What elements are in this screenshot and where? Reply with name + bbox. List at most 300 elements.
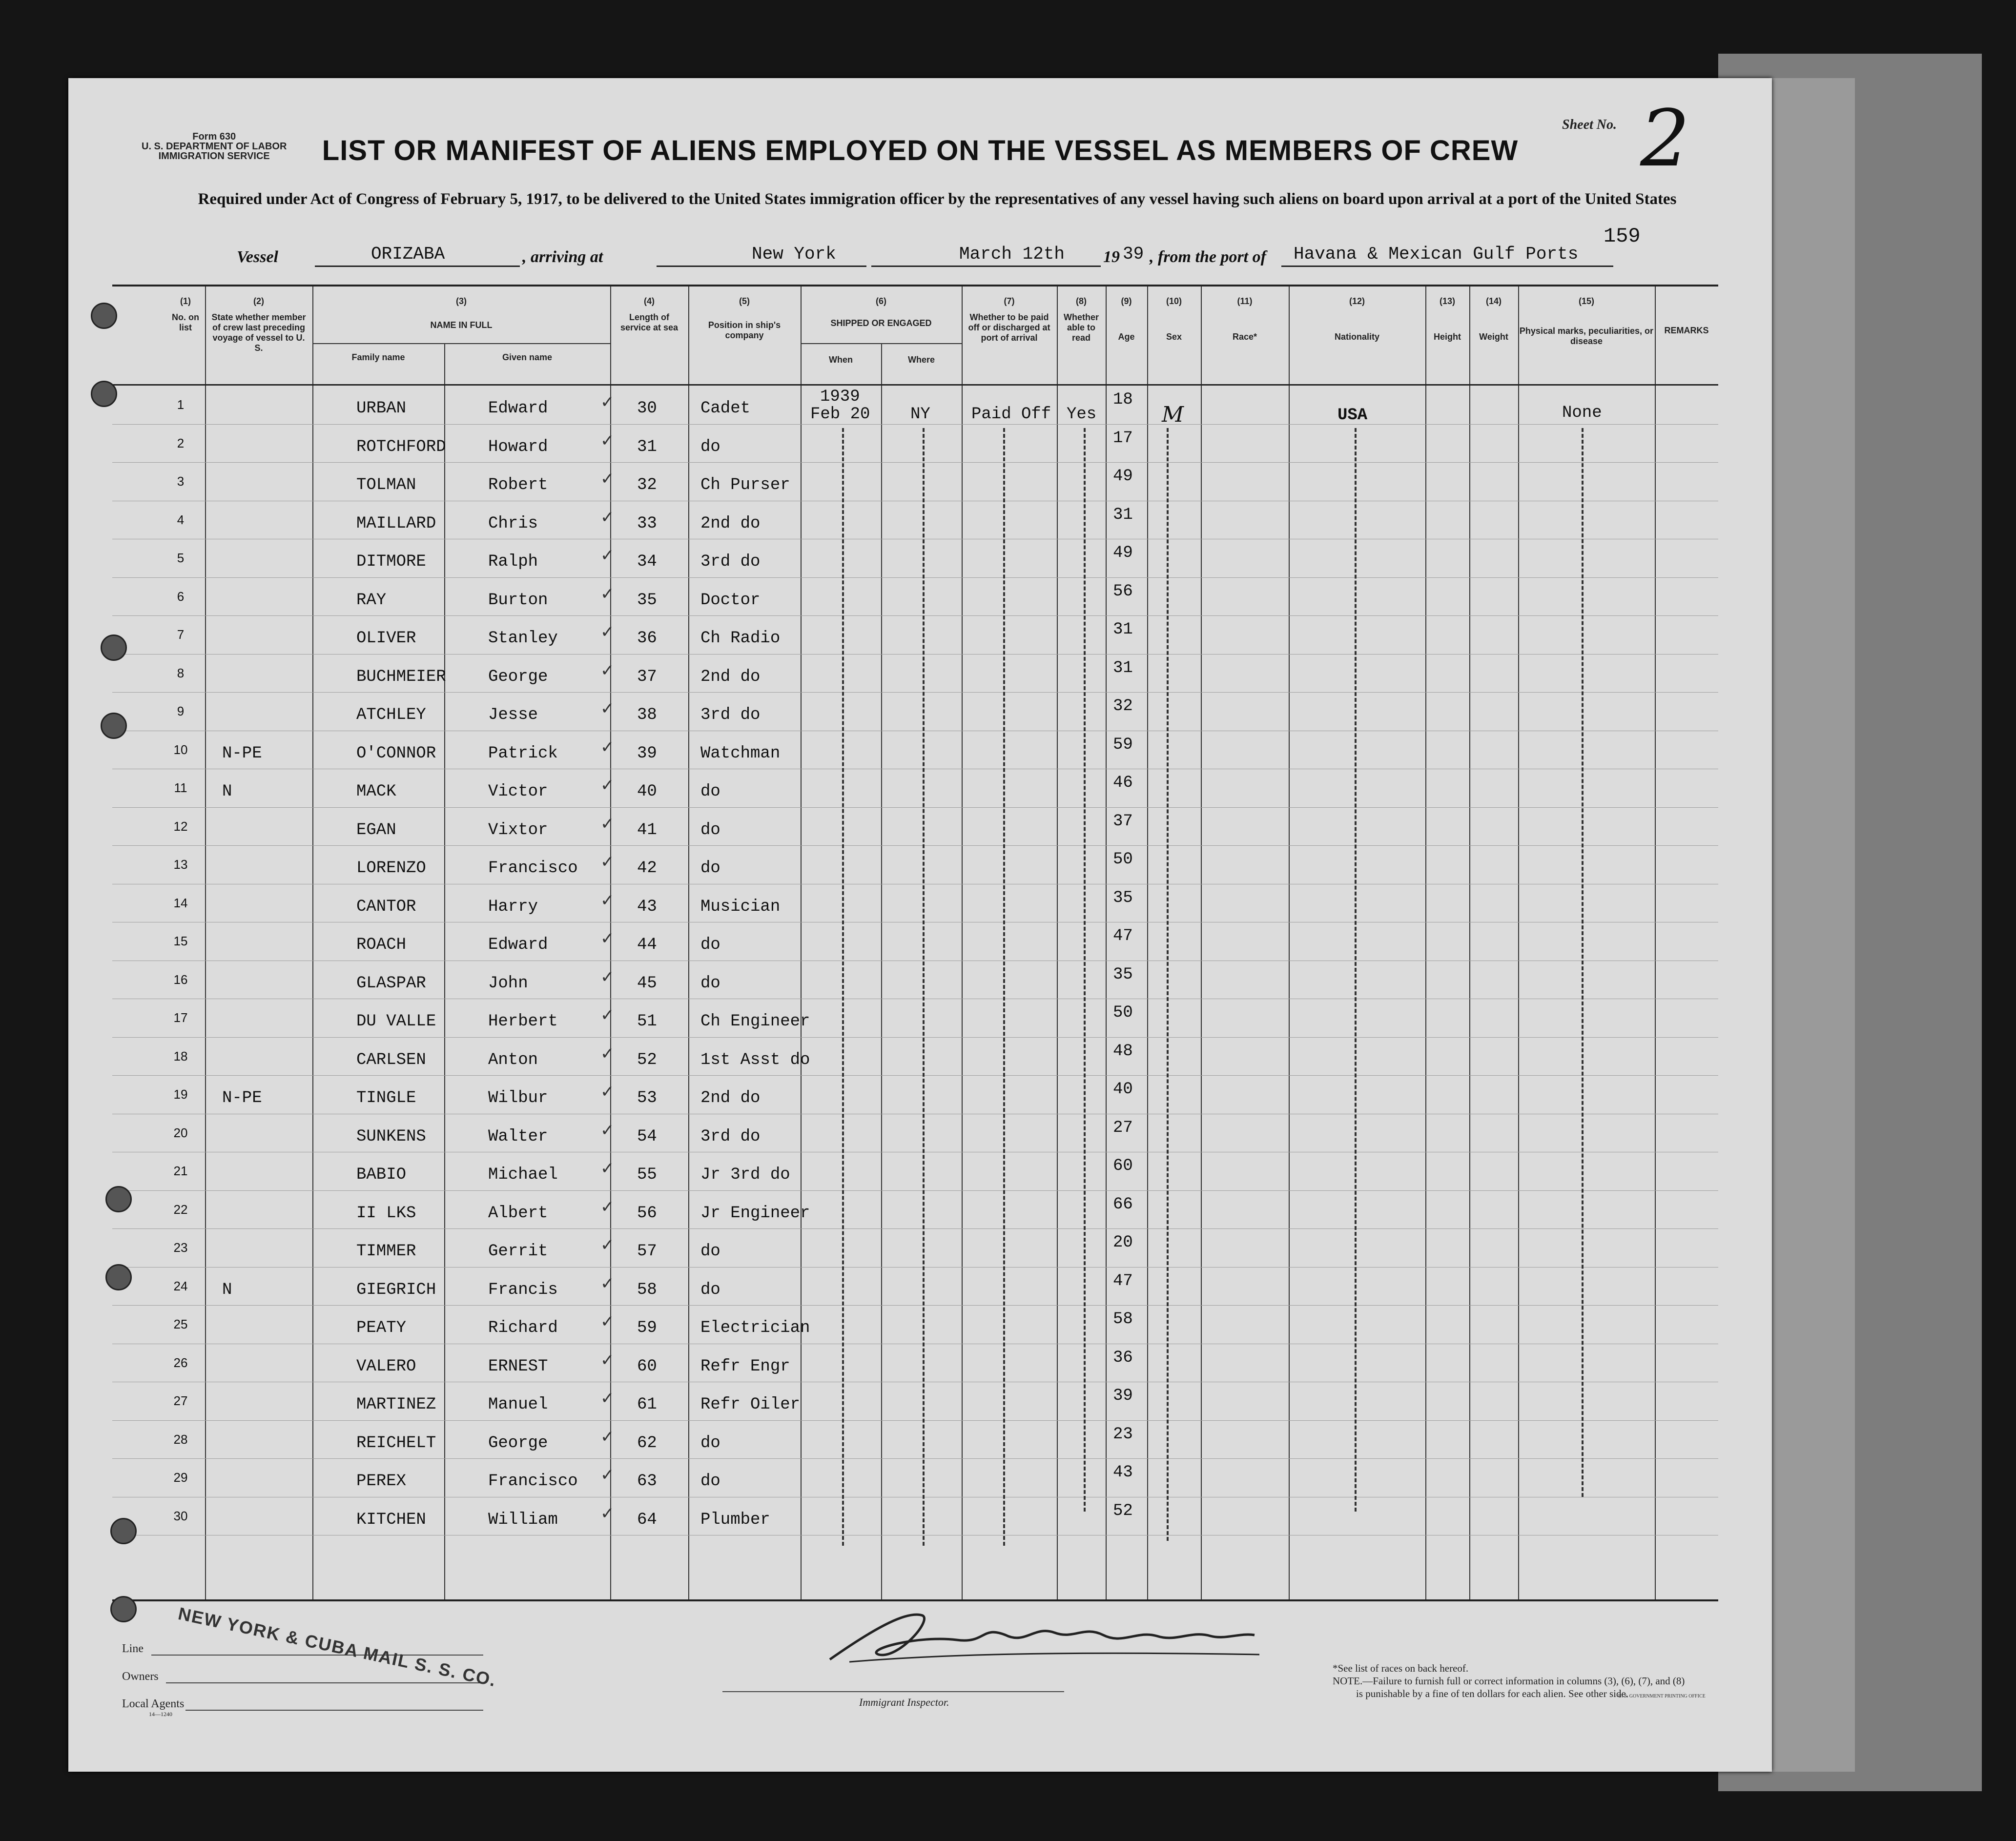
binder-hole [101, 634, 127, 661]
checkmark-icon: ✓ [600, 776, 615, 795]
arriving-port: New York [752, 244, 836, 264]
age: 58 [1113, 1310, 1133, 1329]
row-number: 2 [177, 435, 185, 450]
family-name: MACK [356, 782, 396, 801]
given-name: Herbert [488, 1012, 558, 1031]
position: do [700, 859, 720, 878]
age: 37 [1113, 812, 1133, 831]
position: do [700, 782, 720, 801]
position: Musician [700, 897, 781, 916]
given-name: William [488, 1510, 558, 1529]
given-name: Harry [488, 897, 538, 916]
row-number: 10 [173, 742, 188, 757]
col-name-number: (3) [456, 296, 467, 306]
checkmark-icon: ✓ [600, 1197, 615, 1217]
note-2: is punishable by a fine of ten dollars for each alien. See other side. [1356, 1688, 1629, 1699]
given-name: Manuel [488, 1395, 548, 1414]
printing-office: U. S. GOVERNMENT PRINTING OFFICE [1618, 1694, 1706, 1699]
col-weight-header: Weight [1479, 332, 1508, 342]
col-shipped-number: (6) [876, 296, 886, 306]
col-position-header: Position in ship's company [708, 320, 781, 340]
age: 36 [1113, 1348, 1133, 1367]
service-length: 62 [637, 1433, 657, 1452]
table-row [112, 1114, 1718, 1152]
col-state-number: (2) [253, 296, 264, 306]
checkmark-icon: ✓ [600, 1427, 615, 1447]
table-row [112, 615, 1718, 654]
family-name: BUCHMEIER [356, 667, 446, 686]
service-length: 42 [637, 859, 657, 878]
service-length: 64 [637, 1510, 657, 1529]
form-number: Form 630 U. S. DEPARTMENT OF LABOR IMMIGRATION SERVICE [142, 131, 287, 162]
vessel-label: Vessel [237, 248, 278, 266]
col-age-number: (9) [1121, 296, 1132, 306]
age: 59 [1113, 735, 1133, 754]
given-name: Anton [488, 1050, 538, 1069]
position: Ch Engineer [700, 1012, 810, 1031]
given-name: Robert [488, 476, 548, 494]
vessel-name: ORIZABA [371, 244, 445, 264]
service-length: 56 [637, 1204, 657, 1223]
checkmark-icon: ✓ [600, 1043, 615, 1064]
row-number: 24 [173, 1278, 188, 1293]
family-name: MAILLARD [356, 514, 436, 533]
service-length: 43 [637, 897, 657, 916]
row-number: 25 [173, 1317, 188, 1331]
col-position-number: (5) [739, 296, 750, 306]
row-number: 19 [173, 1087, 188, 1102]
service-length: 38 [637, 706, 657, 724]
age: 17 [1113, 429, 1133, 448]
service-length: 45 [637, 974, 657, 993]
family-name: PEATY [356, 1319, 407, 1337]
row-number: 29 [173, 1470, 188, 1485]
checkmark-icon: ✓ [600, 699, 615, 718]
col-family-header: Family name [351, 352, 405, 362]
checkmark-icon: ✓ [600, 1312, 615, 1331]
from-label: , from the port of [1150, 248, 1266, 266]
checkmark-icon: ✓ [600, 392, 615, 412]
given-name: Richard [488, 1319, 558, 1337]
family-name: TIMMER [356, 1242, 416, 1261]
given-name: George [488, 1433, 548, 1452]
family-name: EGAN [356, 820, 396, 839]
sex: M [1162, 402, 1184, 427]
age: 50 [1113, 1003, 1133, 1022]
table-row [112, 1190, 1718, 1229]
page-number: 159 [1604, 225, 1641, 248]
given-name: Edward [488, 399, 548, 418]
note-1: NOTE.—Failure to furnish full or correct information in columns (3), (6), (7), and (8) [1333, 1675, 1685, 1687]
family-name: DITMORE [356, 552, 426, 571]
age: 47 [1113, 1271, 1133, 1290]
given-name: Jesse [488, 706, 538, 724]
table-row [112, 1344, 1718, 1382]
service-length: 33 [637, 514, 657, 533]
service-length: 58 [637, 1280, 657, 1299]
row-number: 15 [173, 934, 188, 948]
table-row [112, 692, 1718, 731]
checkmark-icon: ✓ [600, 1503, 615, 1523]
row-number: 5 [177, 551, 185, 565]
family-name: SUNKENS [356, 1127, 426, 1146]
service-length: 51 [637, 1012, 657, 1031]
service-length: 57 [637, 1242, 657, 1261]
checkmark-icon: ✓ [600, 814, 615, 834]
age: 56 [1113, 582, 1133, 601]
row-number: 16 [173, 972, 188, 987]
row-number: 30 [173, 1508, 188, 1523]
family-name: URBAN [356, 399, 407, 418]
row-number: 4 [177, 512, 185, 527]
age: 32 [1113, 697, 1133, 716]
col-no-header: No. on list [172, 312, 199, 332]
table-row [112, 1497, 1718, 1535]
col-height-header: Height [1434, 332, 1461, 342]
age: 18 [1113, 390, 1133, 409]
row-number: 26 [173, 1355, 188, 1370]
family-name: GLASPAR [356, 974, 426, 993]
position: Doctor [700, 591, 761, 610]
ditto-line-read [1084, 428, 1086, 1512]
col-state-header: State whether member of crew last preceding voyage of vessel to U. S. [211, 312, 306, 353]
row-number: 18 [173, 1048, 188, 1064]
position: do [700, 1472, 720, 1491]
given-name: Victor [488, 782, 548, 801]
col-read-number: (8) [1076, 296, 1087, 306]
col-when-header: When [829, 355, 853, 365]
row-number: 27 [173, 1393, 188, 1408]
position: Cadet [700, 399, 751, 418]
binder-hole [91, 303, 117, 329]
col-service-header: Length of service at sea [620, 312, 679, 332]
given-name: Gerrit [488, 1242, 548, 1261]
agents-code: 14—1240 [149, 1711, 172, 1718]
col-weight-number: (14) [1485, 296, 1502, 306]
row-number: 22 [173, 1202, 188, 1217]
family-name: TINGLE [356, 1089, 416, 1107]
position: 3rd do [700, 1127, 761, 1146]
position: do [700, 1433, 720, 1452]
row-number: 23 [173, 1240, 188, 1255]
table-row [112, 884, 1718, 922]
position: Electrician [700, 1319, 810, 1337]
age: 43 [1113, 1463, 1133, 1482]
position: do [700, 820, 720, 839]
age: 40 [1113, 1080, 1133, 1099]
position: do [700, 974, 720, 993]
given-name: Howard [488, 437, 548, 456]
given-name: John [488, 974, 528, 993]
position: Watchman [700, 744, 781, 763]
row-number: 9 [177, 704, 185, 718]
position: Plumber [700, 1510, 770, 1529]
age: 47 [1113, 927, 1133, 945]
family-name: ROACH [356, 936, 407, 954]
nationality: USA [1337, 406, 1368, 425]
row-number: 3 [177, 474, 185, 489]
service-length: 63 [637, 1472, 657, 1491]
table-row [112, 731, 1718, 769]
family-name: PEREX [356, 1472, 407, 1491]
binder-hole [91, 381, 117, 407]
checkmark-icon: ✓ [600, 929, 615, 948]
age: 35 [1113, 965, 1133, 984]
col-where-header: Where [907, 355, 935, 365]
col-sex-number: (10) [1166, 296, 1182, 306]
able-to-read: Yes [1067, 405, 1097, 424]
row-number: 17 [173, 1010, 188, 1025]
age: 20 [1113, 1233, 1133, 1252]
position: Jr Engineer [700, 1204, 810, 1223]
service-length: 39 [637, 744, 657, 763]
col-height-number: (13) [1439, 296, 1455, 306]
checkmark-icon: ✓ [600, 584, 615, 604]
col-given-header: Given name [502, 352, 553, 362]
table-row [112, 961, 1718, 999]
table-row [112, 1267, 1718, 1306]
table-row [112, 1458, 1718, 1497]
table-row [112, 1420, 1718, 1459]
col-race-header: Race* [1232, 332, 1257, 342]
page-subtitle: Required under Act of Congress of February 5, 1917, to be delivered to the United States immigration officer by the representatives of any vessel having such aliens on board upon arrival at a port of the United States [198, 190, 1677, 208]
from-port: Havana & Mexican Gulf Ports [1294, 244, 1579, 264]
col-no-number: (1) [180, 296, 191, 306]
agents-label: Local Agents [122, 1698, 185, 1710]
table-row [112, 807, 1718, 846]
checkmark-icon: ✓ [600, 1120, 615, 1140]
ditto-line-sex [1167, 428, 1169, 1541]
given-name: George [488, 667, 548, 686]
checkmark-icon: ✓ [600, 507, 615, 527]
given-name: Stanley [488, 629, 558, 648]
given-name: Patrick [488, 744, 558, 763]
table-row [112, 769, 1718, 807]
shipped-year: 1939 [820, 388, 860, 406]
checkmark-icon: ✓ [600, 622, 615, 642]
checkmark-icon: ✓ [600, 1389, 615, 1408]
given-name: Chris [488, 514, 538, 533]
family-name: DU VALLE [356, 1012, 436, 1031]
col-paid-header: Whether to be paid off or discharged at port of arrival [968, 312, 1050, 343]
owners-label: Owners [122, 1670, 159, 1683]
col-service-number: (4) [644, 296, 655, 306]
checkmark-icon: ✓ [600, 1159, 615, 1178]
age: 31 [1113, 658, 1133, 677]
position: 2nd do [700, 1089, 761, 1107]
binder-hole [110, 1518, 137, 1544]
table-row [112, 999, 1718, 1037]
given-name: Francis [488, 1280, 558, 1299]
position: 3rd do [700, 552, 761, 571]
age: 50 [1113, 850, 1133, 869]
position: 2nd do [700, 514, 761, 533]
checkmark-icon: ✓ [600, 967, 615, 987]
family-name: TOLMAN [356, 476, 416, 494]
age: 52 [1113, 1501, 1133, 1520]
service-length: 37 [637, 667, 657, 686]
given-name: Vixtor [488, 820, 548, 839]
row-number: 6 [177, 589, 185, 604]
checkmark-icon: ✓ [600, 1465, 615, 1485]
col-remarks-header: REMARKS [1664, 326, 1709, 335]
row-state: N-PE [222, 744, 262, 763]
service-length: 30 [637, 399, 657, 418]
position: 2nd do [700, 667, 761, 686]
col-shipped-header: SHIPPED OR ENGAGED [830, 318, 932, 328]
service-length: 44 [637, 936, 657, 954]
age: 48 [1113, 1042, 1133, 1061]
row-number: 12 [173, 818, 188, 834]
checkmark-icon: ✓ [600, 430, 615, 450]
paid-off: Paid Off [971, 405, 1051, 424]
sheet-number: 2 [1640, 93, 1690, 184]
line-label: Line [122, 1642, 144, 1655]
row-number: 13 [173, 857, 188, 872]
shipped-when: Feb 20 [810, 405, 870, 424]
col-nationality-header: Nationality [1334, 332, 1379, 342]
shipped-where: NY [910, 405, 930, 424]
table-row [112, 1305, 1718, 1344]
arrival-year: 39 [1123, 244, 1144, 264]
row-number: 7 [177, 627, 185, 642]
family-name: KITCHEN [356, 1510, 426, 1529]
service-length: 61 [637, 1395, 657, 1414]
family-name: BABIO [356, 1166, 407, 1184]
checkmark-icon: ✓ [600, 1273, 615, 1293]
service-length: 53 [637, 1089, 657, 1107]
table-row [112, 539, 1718, 577]
binder-hole [105, 1186, 132, 1212]
inspector-signature [820, 1606, 1269, 1669]
age: 39 [1113, 1387, 1133, 1405]
given-name: Francisco [488, 1472, 578, 1491]
position: Refr Oiler [700, 1395, 801, 1414]
given-name: Edward [488, 936, 548, 954]
age: 35 [1113, 888, 1133, 907]
service-length: 52 [637, 1050, 657, 1069]
note-races: *See list of races on back hereof. [1333, 1662, 1469, 1674]
service-length: 35 [637, 591, 657, 610]
arrival-date: March 12th [959, 244, 1065, 264]
checkmark-icon: ✓ [600, 890, 615, 910]
table-row [112, 501, 1718, 539]
position: Jr 3rd do [700, 1166, 790, 1184]
service-length: 60 [637, 1357, 657, 1376]
service-length: 55 [637, 1166, 657, 1184]
table-row [112, 577, 1718, 616]
given-name: Albert [488, 1204, 548, 1223]
position: do [700, 437, 720, 456]
ditto-line-paid [1003, 428, 1005, 1546]
checkmark-icon: ✓ [600, 469, 615, 489]
row-number: 8 [177, 665, 185, 680]
row-number: 21 [173, 1164, 188, 1178]
crew-table [112, 285, 1718, 1601]
col-name-header: NAME IN FULL [430, 320, 493, 330]
family-name: CARLSEN [356, 1050, 426, 1069]
given-name: Ralph [488, 552, 538, 571]
page-title: LIST OR MANIFEST OF ALIENS EMPLOYED ON THE VESSEL AS MEMBERS OF CREW [322, 135, 1519, 166]
family-name: VALERO [356, 1357, 416, 1376]
col-paid-number: (7) [1004, 296, 1015, 306]
binder-hole [101, 713, 127, 739]
ditto-line-marks [1582, 428, 1584, 1497]
position: Refr Engr [700, 1357, 790, 1376]
position: do [700, 936, 720, 954]
given-name: ERNEST [488, 1357, 548, 1376]
age: 23 [1113, 1425, 1133, 1444]
company-stamp: NEW YORK & CUBA MAIL S. S. CO. [176, 1603, 498, 1691]
given-name: Walter [488, 1127, 548, 1146]
sheet-label: Sheet No. [1562, 117, 1617, 132]
inspector-label: Immigrant Inspector. [859, 1696, 949, 1708]
age: 31 [1113, 620, 1133, 639]
table-row [112, 1228, 1718, 1267]
family-name: REICHELT [356, 1433, 436, 1452]
col-read-header: Whether able to read [1064, 312, 1099, 343]
given-name: Michael [488, 1166, 558, 1184]
age: 66 [1113, 1195, 1133, 1214]
age: 49 [1113, 467, 1133, 486]
manifest-page [68, 78, 1772, 1772]
age: 31 [1113, 505, 1133, 524]
service-length: 34 [637, 552, 657, 571]
family-name: GIEGRICH [356, 1280, 436, 1299]
age: 60 [1113, 1157, 1133, 1175]
checkmark-icon: ✓ [600, 852, 615, 872]
given-name: Francisco [488, 859, 578, 878]
age: 46 [1113, 774, 1133, 792]
position: do [700, 1242, 720, 1261]
col-age-header: Age [1118, 332, 1135, 342]
service-length: 54 [637, 1127, 657, 1146]
position: Ch Radio [700, 629, 781, 648]
family-name: MARTINEZ [356, 1395, 436, 1414]
position: Ch Purser [700, 476, 790, 494]
table-row [112, 1075, 1718, 1114]
col-race-number: (11) [1237, 296, 1253, 306]
family-name: RAY [356, 591, 387, 610]
given-name: Burton [488, 591, 548, 610]
physical-marks: None [1562, 404, 1602, 422]
family-name: LORENZO [356, 859, 426, 878]
arriving-label: , arriving at [522, 248, 603, 266]
position: 1st Asst do [700, 1050, 810, 1069]
binder-hole [105, 1264, 132, 1290]
row-state: N [222, 782, 232, 801]
table-row [112, 462, 1718, 501]
family-name: II LKS [356, 1204, 416, 1223]
row-number: 28 [173, 1432, 188, 1447]
family-name: OLIVER [356, 629, 416, 648]
row-number: 1 [177, 397, 185, 412]
service-length: 36 [637, 629, 657, 648]
col-sex-header: Sex [1166, 332, 1182, 342]
table-row [112, 1382, 1718, 1420]
checkmark-icon: ✓ [600, 1350, 615, 1370]
family-name: ATCHLEY [356, 706, 426, 724]
service-length: 32 [637, 476, 657, 494]
table-row [112, 1152, 1718, 1190]
service-length: 31 [637, 437, 657, 456]
checkmark-icon: ✓ [600, 1005, 615, 1025]
checkmark-icon: ✓ [600, 1082, 615, 1102]
checkmark-icon: ✓ [600, 1235, 615, 1255]
checkmark-icon: ✓ [600, 737, 615, 757]
col-nationality-number: (12) [1349, 296, 1365, 306]
ditto-line-when [842, 428, 844, 1546]
